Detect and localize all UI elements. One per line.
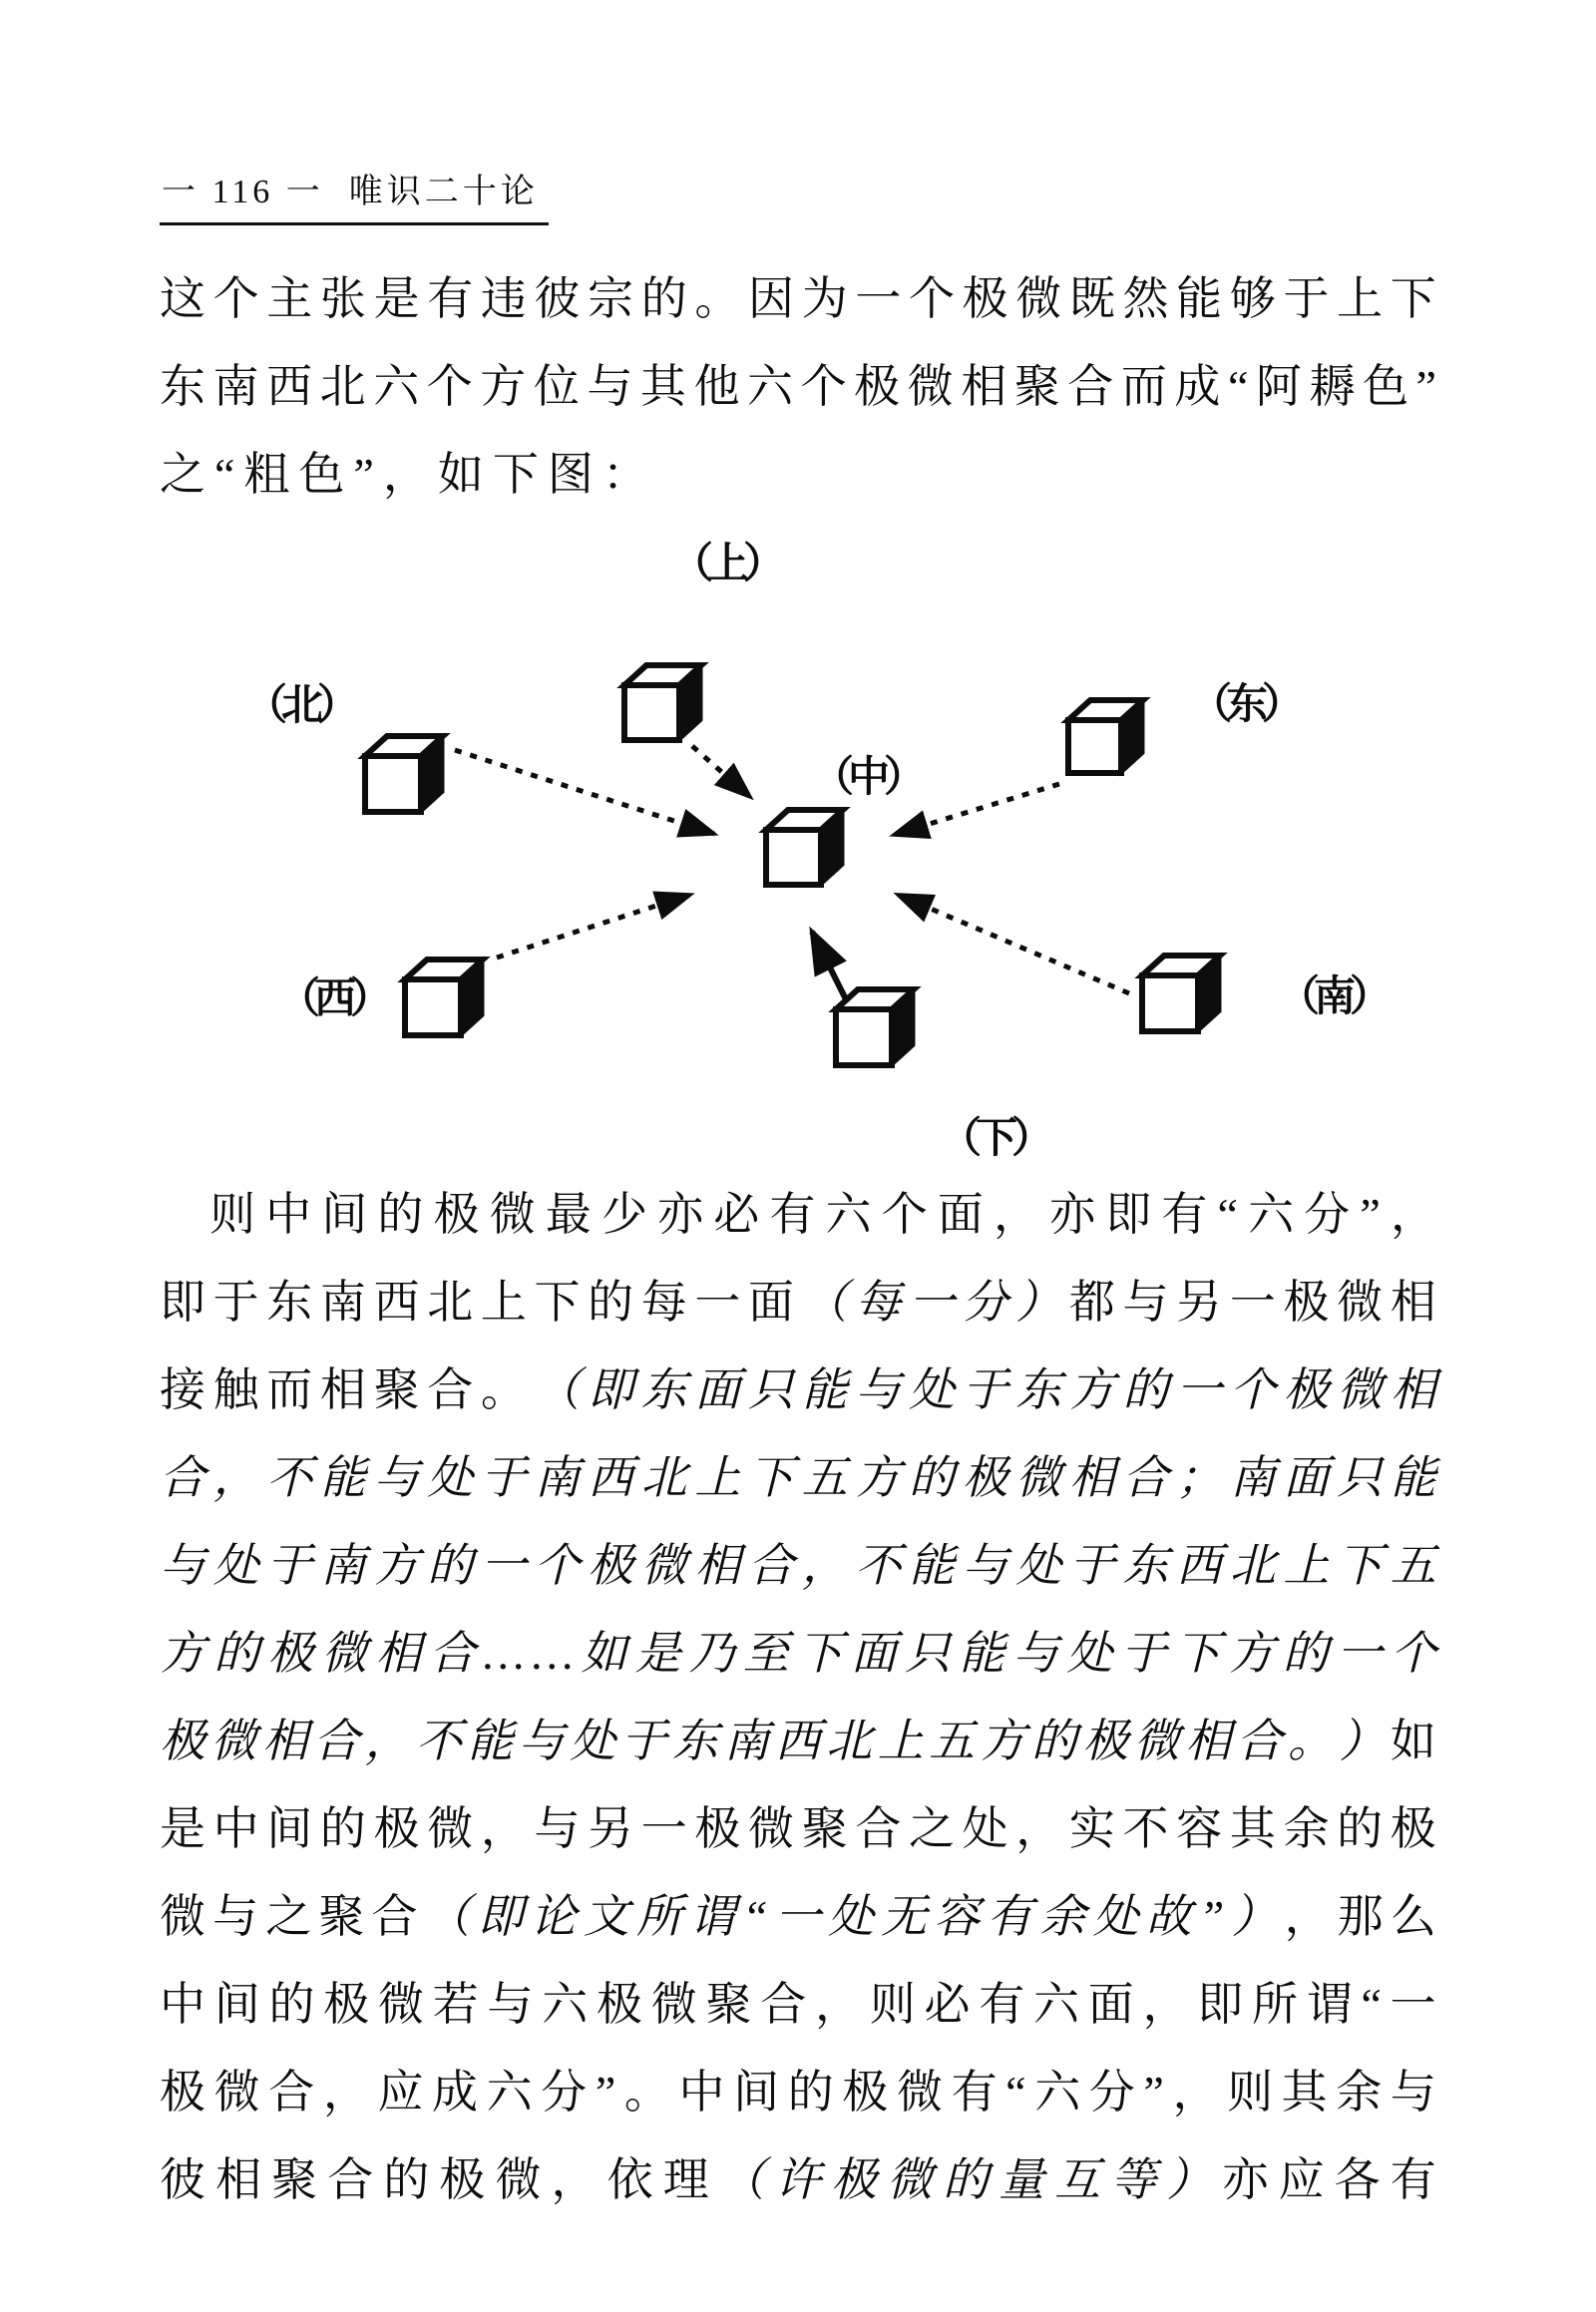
paragraph-intro xyxy=(160,255,1436,519)
cube-top xyxy=(624,665,701,740)
arrow-bottom-to-center xyxy=(812,932,846,999)
label-center: （中） xyxy=(811,755,921,801)
text-line: 极 微 相 合 ， 不 能 与 处 于 东 南 西 北 上 五 方 的 极 微 相 合 。 ） 如 xyxy=(160,1716,1436,1766)
label-south: （南） xyxy=(1277,974,1387,1020)
text-line: 则 中 间 的 极 微 最 少 亦 必 有 六 个 面 ， 亦 即 有 “ 六 分 ” ， xyxy=(209,1189,1436,1240)
six-direction-atom-diagram xyxy=(0,529,1596,1177)
text-line: 合 ， 不 能 与 处 于 南 西 北 上 下 五 方 的 极 微 相 合 ； 南 面 只 能 xyxy=(160,1452,1436,1503)
cube-north xyxy=(365,736,443,812)
text-line: 彼 相 聚 合 的 极 微 ， 依 理 （ 许 极 微 的 量 互 等 ） 亦 应 各 有 xyxy=(160,2154,1436,2205)
arrow-top-to-center xyxy=(692,746,750,797)
text-line: 极 微 合 ， 应 成 六 分 ” 。 中 间 的 极 微 有 “ 六 分 ” ， 则 其 余 与 xyxy=(160,2067,1436,2118)
text-line: 东 南 西 北 六 个 方 位 与 其 他 六 个 极 微 相 聚 合 而 成 “ 阿 耨 色 ” xyxy=(160,361,1436,412)
label-west: （西） xyxy=(277,976,387,1022)
text-line: 中 间 的 极 微 若 与 六 极 微 聚 合 ， 则 必 有 六 面 ， 即 所 谓 “ 一 xyxy=(160,1979,1436,2030)
label-east: （东） xyxy=(1189,682,1299,728)
arrow-north-to-center xyxy=(455,750,714,834)
text-line: 即 于 东 南 西 北 上 下 的 每 一 面 （ 每 一 分 ） 都 与 另 一 极 微 相 xyxy=(160,1277,1436,1328)
label-north: （北） xyxy=(244,683,354,729)
paragraph-argument xyxy=(160,1171,1436,2224)
cube-south xyxy=(1142,956,1220,1031)
arrow-west-to-center xyxy=(497,895,690,958)
text-line: 微 与 之 聚 合 （ 即 论 文 所 谓 “ 一 处 无 容 有 余 处 故 ” ） ， 那 么 xyxy=(160,1891,1436,1942)
text-line: 是 中 间 的 极 微 ， 与 另 一 极 微 聚 合 之 处 ， 实 不 容 其 余 的 极 xyxy=(160,1803,1436,1854)
text-line: 之 “ 粗 色 ” ， 如 下 图 ： xyxy=(160,449,648,500)
arrow-south-to-center xyxy=(898,895,1129,993)
text-line: 接 触 而 相 聚 合 。 （ 即 东 面 只 能 与 处 于 东 方 的 一 个 极 微 相 xyxy=(160,1364,1436,1415)
running-header: 一 116 一 唯识二十论 xyxy=(160,164,549,225)
cube-center xyxy=(766,810,843,885)
cube-bottom xyxy=(836,989,914,1065)
text-line: 方 的 极 微 相 合 … … 如 是 乃 至 下 面 只 能 与 处 于 下 方 的 一 个 xyxy=(160,1628,1436,1679)
text-line: 这 个 主 张 是 有 违 彼 宗 的 。 因 为 一 个 极 微 既 然 能 够 于 上 下 xyxy=(160,273,1436,324)
label-top: （上） xyxy=(670,542,780,587)
text-line: 与 处 于 南 方 的 一 个 极 微 相 合 ， 不 能 与 处 于 东 西 北 上 下 五 xyxy=(160,1540,1436,1591)
label-bottom: （下） xyxy=(939,1116,1048,1162)
cube-east xyxy=(1068,700,1143,773)
cube-west xyxy=(405,960,483,1035)
